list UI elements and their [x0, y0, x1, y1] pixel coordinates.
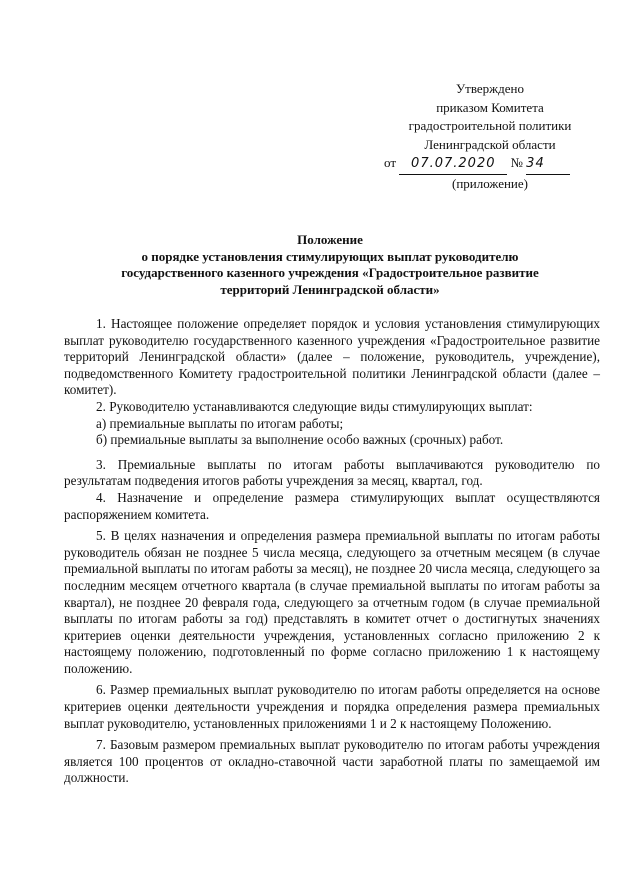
title-line: государственного казенного учреждения «Градостроительное развитие: [121, 265, 539, 280]
paragraph-2: 2. Руководителю устанавливаются следующие виды стимулирующих выплат:: [96, 398, 533, 414]
title-line: Положение: [297, 232, 363, 247]
order-number-field: [526, 154, 570, 175]
approval-note: (приложение): [451, 175, 528, 191]
paragraph-5: 5. В целях назначения и определения размера премиальной выплаты по итогам работы руководитель обязан не позднее 5 числа месяца, следующего за отчетным месяцем (в случае премиальной выплаты по итогам работы за месяц), не позднее 20 числа месяца, следующего за последним месяцем отчетного квартала (в случае премиальной выплаты по итогам работы за квартал), не позднее 20 февраля года, следующего за отчетным годом (в случае премиальной выплаты по итогам работы за год) представлять в комитет отчет о достигнутых значениях критериев оценки деятельности учреждения, установленных согласно приложению 2 к настоящему положению, подготовленный по форме согласно приложению 1 к настоящему положению.: [64, 528, 600, 676]
order-line: [370, 154, 610, 175]
paragraph-2b: б) премиальные выплаты за выполнение особо важных (срочных) работ.: [96, 432, 504, 448]
document-body: [64, 316, 600, 787]
paragraph-1: 1. Настоящее положение определяет порядок и условия установления стимулирующих выплат руководителю государственного казенного учреждения «Градостроительное развитие территорий Ленинградской области» (далее – положение, руководитель, учреждение), подведомственного Комитету градостроительной политики Ленинградской области (далее – комитет).: [64, 316, 600, 398]
approval-line: Утверждено: [455, 81, 525, 96]
paragraph-3: 3. Премиальные выплаты по итогам работы выплачиваются руководителю по результатам подведения итогов работы учреждения за месяц, квартал, год.: [64, 456, 600, 489]
order-number-handwritten: 34: [526, 156, 545, 171]
order-prefix: от: [384, 155, 397, 170]
title-line: о порядке установления стимулирующих выплат руководителю: [141, 248, 519, 264]
title-line: территорий Ленинградской области»: [220, 281, 440, 297]
paragraph-6: 6. Размер премиальных выплат руководителю по итогам работы определяется на основе критериев оценки деятельности учреждения и порядка определения размера премиальных выплат руководителю, установленных приложениями 1 и 2 к настоящему Положению.: [64, 682, 600, 731]
approval-line: приказом Комитета: [436, 99, 544, 115]
order-date-field: [399, 154, 507, 175]
order-date-handwritten: 07.07.2020: [411, 156, 496, 171]
order-number-sign: №: [510, 155, 523, 170]
paragraph-4: 4. Назначение и определение размера стимулирующих выплат осуществляются распоряжением комитета.: [64, 489, 600, 522]
approval-stamp-block: [370, 80, 610, 193]
paragraph-7: 7. Базовым размером премиальных выплат руководителю по итогам работы учреждения является 100 процентов от окладно-ставочной части заработной платы по замещаемой им должности.: [64, 737, 600, 786]
document-title: [60, 232, 600, 298]
paragraph-2a: а) премиальные выплаты по итогам работы;: [96, 415, 344, 431]
approval-line: градостроительной политики: [408, 118, 572, 133]
approval-line: Ленинградской области: [424, 136, 556, 152]
